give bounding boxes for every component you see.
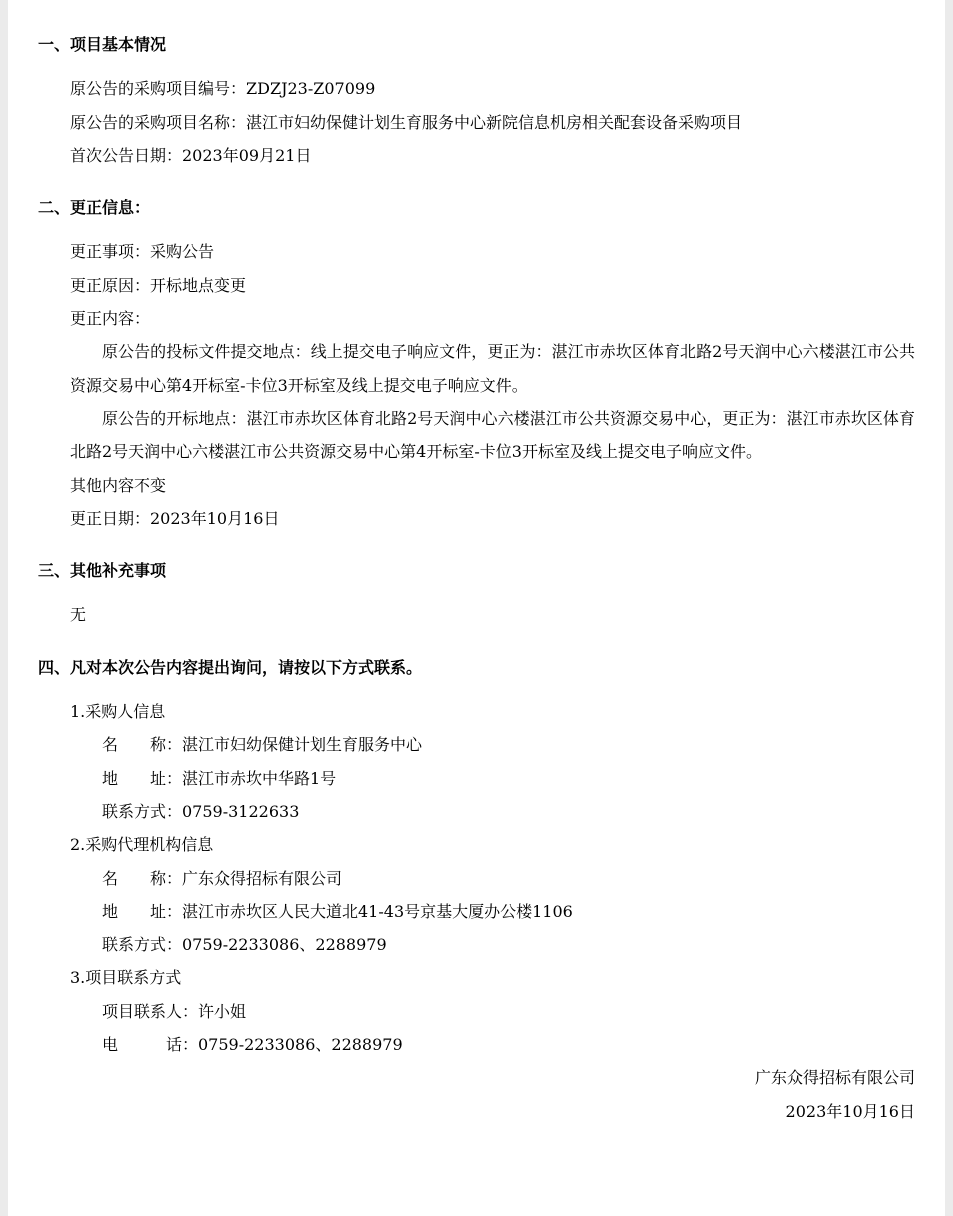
doc-line-correction-content-label: 更正内容： — [70, 309, 151, 329]
section-heading-basic-info: 一、项目基本情况 — [38, 35, 167, 54]
document-page — [8, 0, 945, 1216]
correction-paragraph-submission-location: 原公告的投标文件提交地点：线上提交电子响应文件，更正为：湛江市赤坎区体育北路2号天润中心六楼湛江市公共资源交易中心第4开标室-卡位3开标室及线上提交电子响应文件。 — [70, 342, 915, 395]
contact-line-agency-phone: 联系方式：0759-2233086、2288979 — [102, 935, 387, 955]
doc-line-project-number: 原公告的采购项目编号：ZDZJ23-Z07099 — [70, 79, 376, 99]
contact-line-agency-name: 名 称：广东众得招标有限公司 — [102, 868, 343, 888]
contact-line-project-person: 项目联系人：许小姐 — [102, 1001, 247, 1021]
contact-line-purchaser-name: 名 称：湛江市妇幼保健计划生育服务中心 — [102, 735, 423, 755]
section-heading-other-supplement: 三、其他补充事项 — [38, 561, 167, 581]
contact-line-purchaser-phone: 联系方式：0759-3122633 — [102, 801, 300, 821]
document-footer — [38, 1061, 915, 1128]
section-heading-contact-info: 四、凡对本次公告内容提出询问，请按以下方式联系。 — [38, 657, 423, 677]
contact-title-agency: 2.采购代理机构信息 — [70, 835, 214, 855]
doc-line-project-name: 原公告的采购项目名称：湛江市妇幼保健计划生育服务中心新院信息机房相关配套设备采购项目 — [70, 112, 743, 132]
doc-line-correction-date: 更正日期：2023年10月16日 — [70, 508, 280, 528]
doc-line-none: 无 — [70, 605, 87, 625]
footer-date: 2023年10月16日 — [785, 1101, 915, 1121]
section-contact-info — [38, 651, 915, 1062]
section-heading-correction-info: 二、更正信息： — [38, 198, 151, 218]
section-correction-info — [38, 191, 915, 535]
contact-line-purchaser-address: 地 址：湛江市赤坎中华路1号 — [102, 768, 337, 788]
doc-line-correction-item: 更正事项：采购公告 — [70, 242, 215, 262]
footer-issuer: 广东众得招标有限公司 — [754, 1068, 915, 1088]
section-basic-info — [38, 28, 915, 172]
contact-title-purchaser: 1.采购人信息 — [70, 702, 166, 722]
contact-title-project: 3.项目联系方式 — [70, 968, 182, 988]
section-other-supplement — [38, 554, 915, 632]
doc-line-correction-reason: 更正原因：开标地点变更 — [70, 275, 247, 295]
contact-line-project-phone: 电 话：0759-2233086、2288979 — [102, 1035, 403, 1055]
contact-line-agency-address: 地 址：湛江市赤坎区人民大道北41-43号京基大厦办公楼1106 — [102, 901, 573, 921]
doc-line-other-unchanged: 其他内容不变 — [70, 475, 167, 495]
correction-paragraph-bid-opening-location: 原公告的开标地点：湛江市赤坎区体育北路2号天润中心六楼湛江市公共资源交易中心，更正为：湛江市赤坎区体育北路2号天润中心六楼湛江市公共资源交易中心第4开标室-卡位3开标室及线上提交电子响应文件。 — [70, 408, 915, 462]
doc-line-first-announce-date: 首次公告日期：2023年09月21日 — [70, 145, 312, 165]
